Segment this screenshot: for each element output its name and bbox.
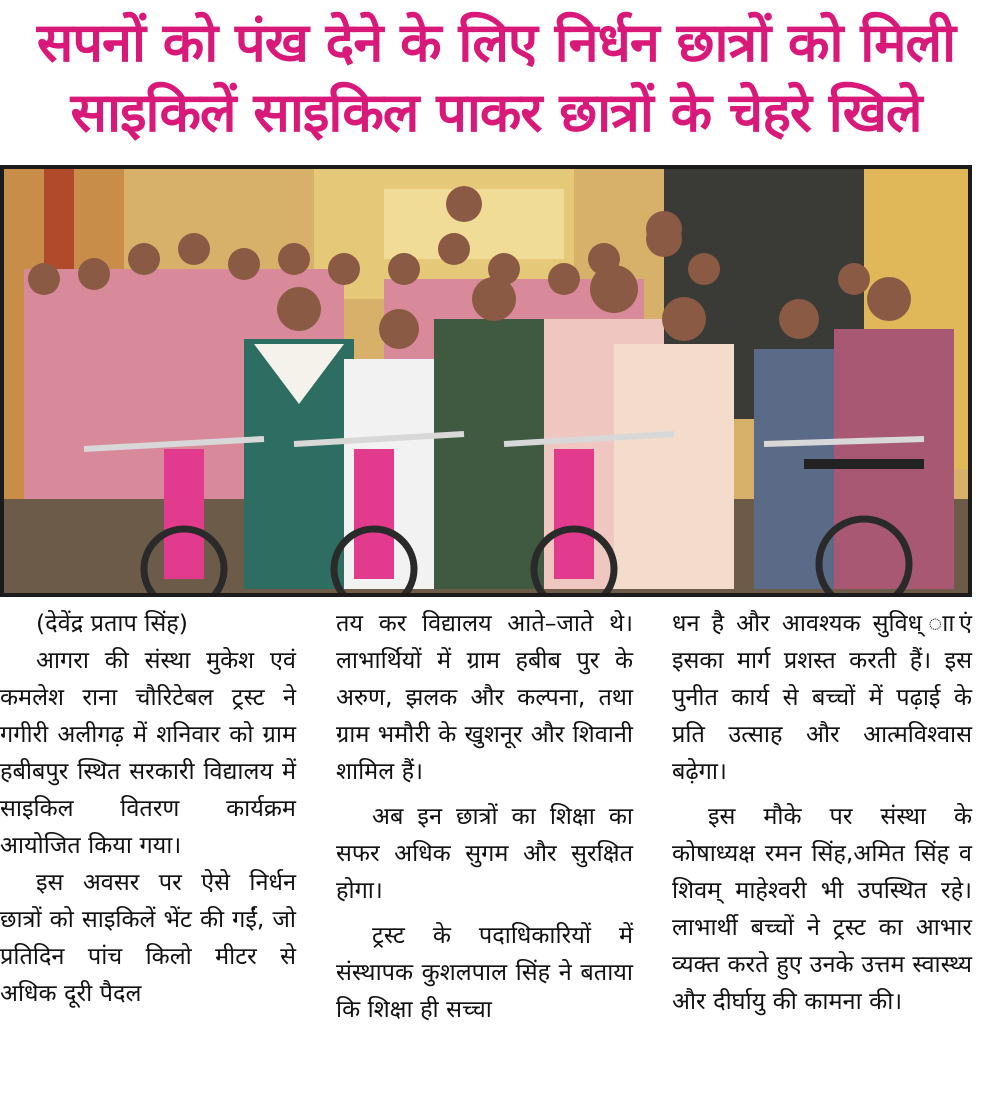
paragraph: आगरा की संस्था मुकेश एवं कमलेश राना चौरिटेबल ट्रस्ट ने गगीरी अलीगढ़ में शनिवार को ग्राम हबीबपुर स्थित सरकारी विद्यालय में साइकिल वितरण कार्यक्रम आयोजित किया गया। bbox=[0, 646, 296, 859]
headline-line-1: सपनों को पंख देने के लिए निर्धन छात्रों को मिली bbox=[36, 11, 956, 74]
paragraph: तय कर विद्यालय आते–जाते थे। लाभार्थियों में ग्राम हबीब पुर के अरुण, झलक और कल्पना, तथा ग्राम भमौरी के खुशनूर और शिवानी शामिल हैं। bbox=[336, 609, 633, 785]
headline-line-2: साइकिलें साइकिल पाकर छात्रों के चेहरे खिले bbox=[70, 81, 922, 144]
group-photo-icon bbox=[4, 169, 968, 593]
headline bbox=[0, 8, 992, 148]
article-column-1 bbox=[0, 605, 296, 1012]
article-column-2 bbox=[336, 605, 633, 1028]
group-photo bbox=[0, 165, 972, 597]
paragraph: धन है और आवश्यक सुविध् ााएं इसका मार्ग प्रशस्त करती हैं। इस पुनीत कार्य से बच्चों में पढ़ाई के प्रति उत्साह और आत्मविश्वास बढ़ेगा। bbox=[672, 609, 972, 785]
paragraph: अब इन छात्रों का शिक्षा का सफर अधिक सुगम और सुरक्षित होगा। bbox=[336, 802, 633, 904]
byline: (देवेंद्र प्रताप सिंह) bbox=[36, 609, 188, 637]
article-column-3 bbox=[672, 605, 972, 1020]
paragraph: इस मौके पर संस्था के कोषाध्यक्ष रमन सिंह,अमित सिंह व शिवम् माहेश्वरी भी उपस्थित रहे। लाभार्थी बच्चों ने ट्रस्ट का आभार व्यक्त करते हुए उनके उत्तम स्वास्थ्य और दीर्घायु की कामना की। bbox=[672, 802, 972, 1015]
paragraph: इस अवसर पर ऐसे निर्धन छात्रों को साइकिलें भेंट की गईं, जो प्रतिदिन पांच किलो मीटर से अधिक दूरी पैदल bbox=[0, 868, 296, 1007]
paragraph: ट्रस्ट के पदाधिकारियों में संस्थापक कुशलपाल सिंह ने बताया कि शिक्षा ही सच्चा bbox=[336, 921, 633, 1023]
